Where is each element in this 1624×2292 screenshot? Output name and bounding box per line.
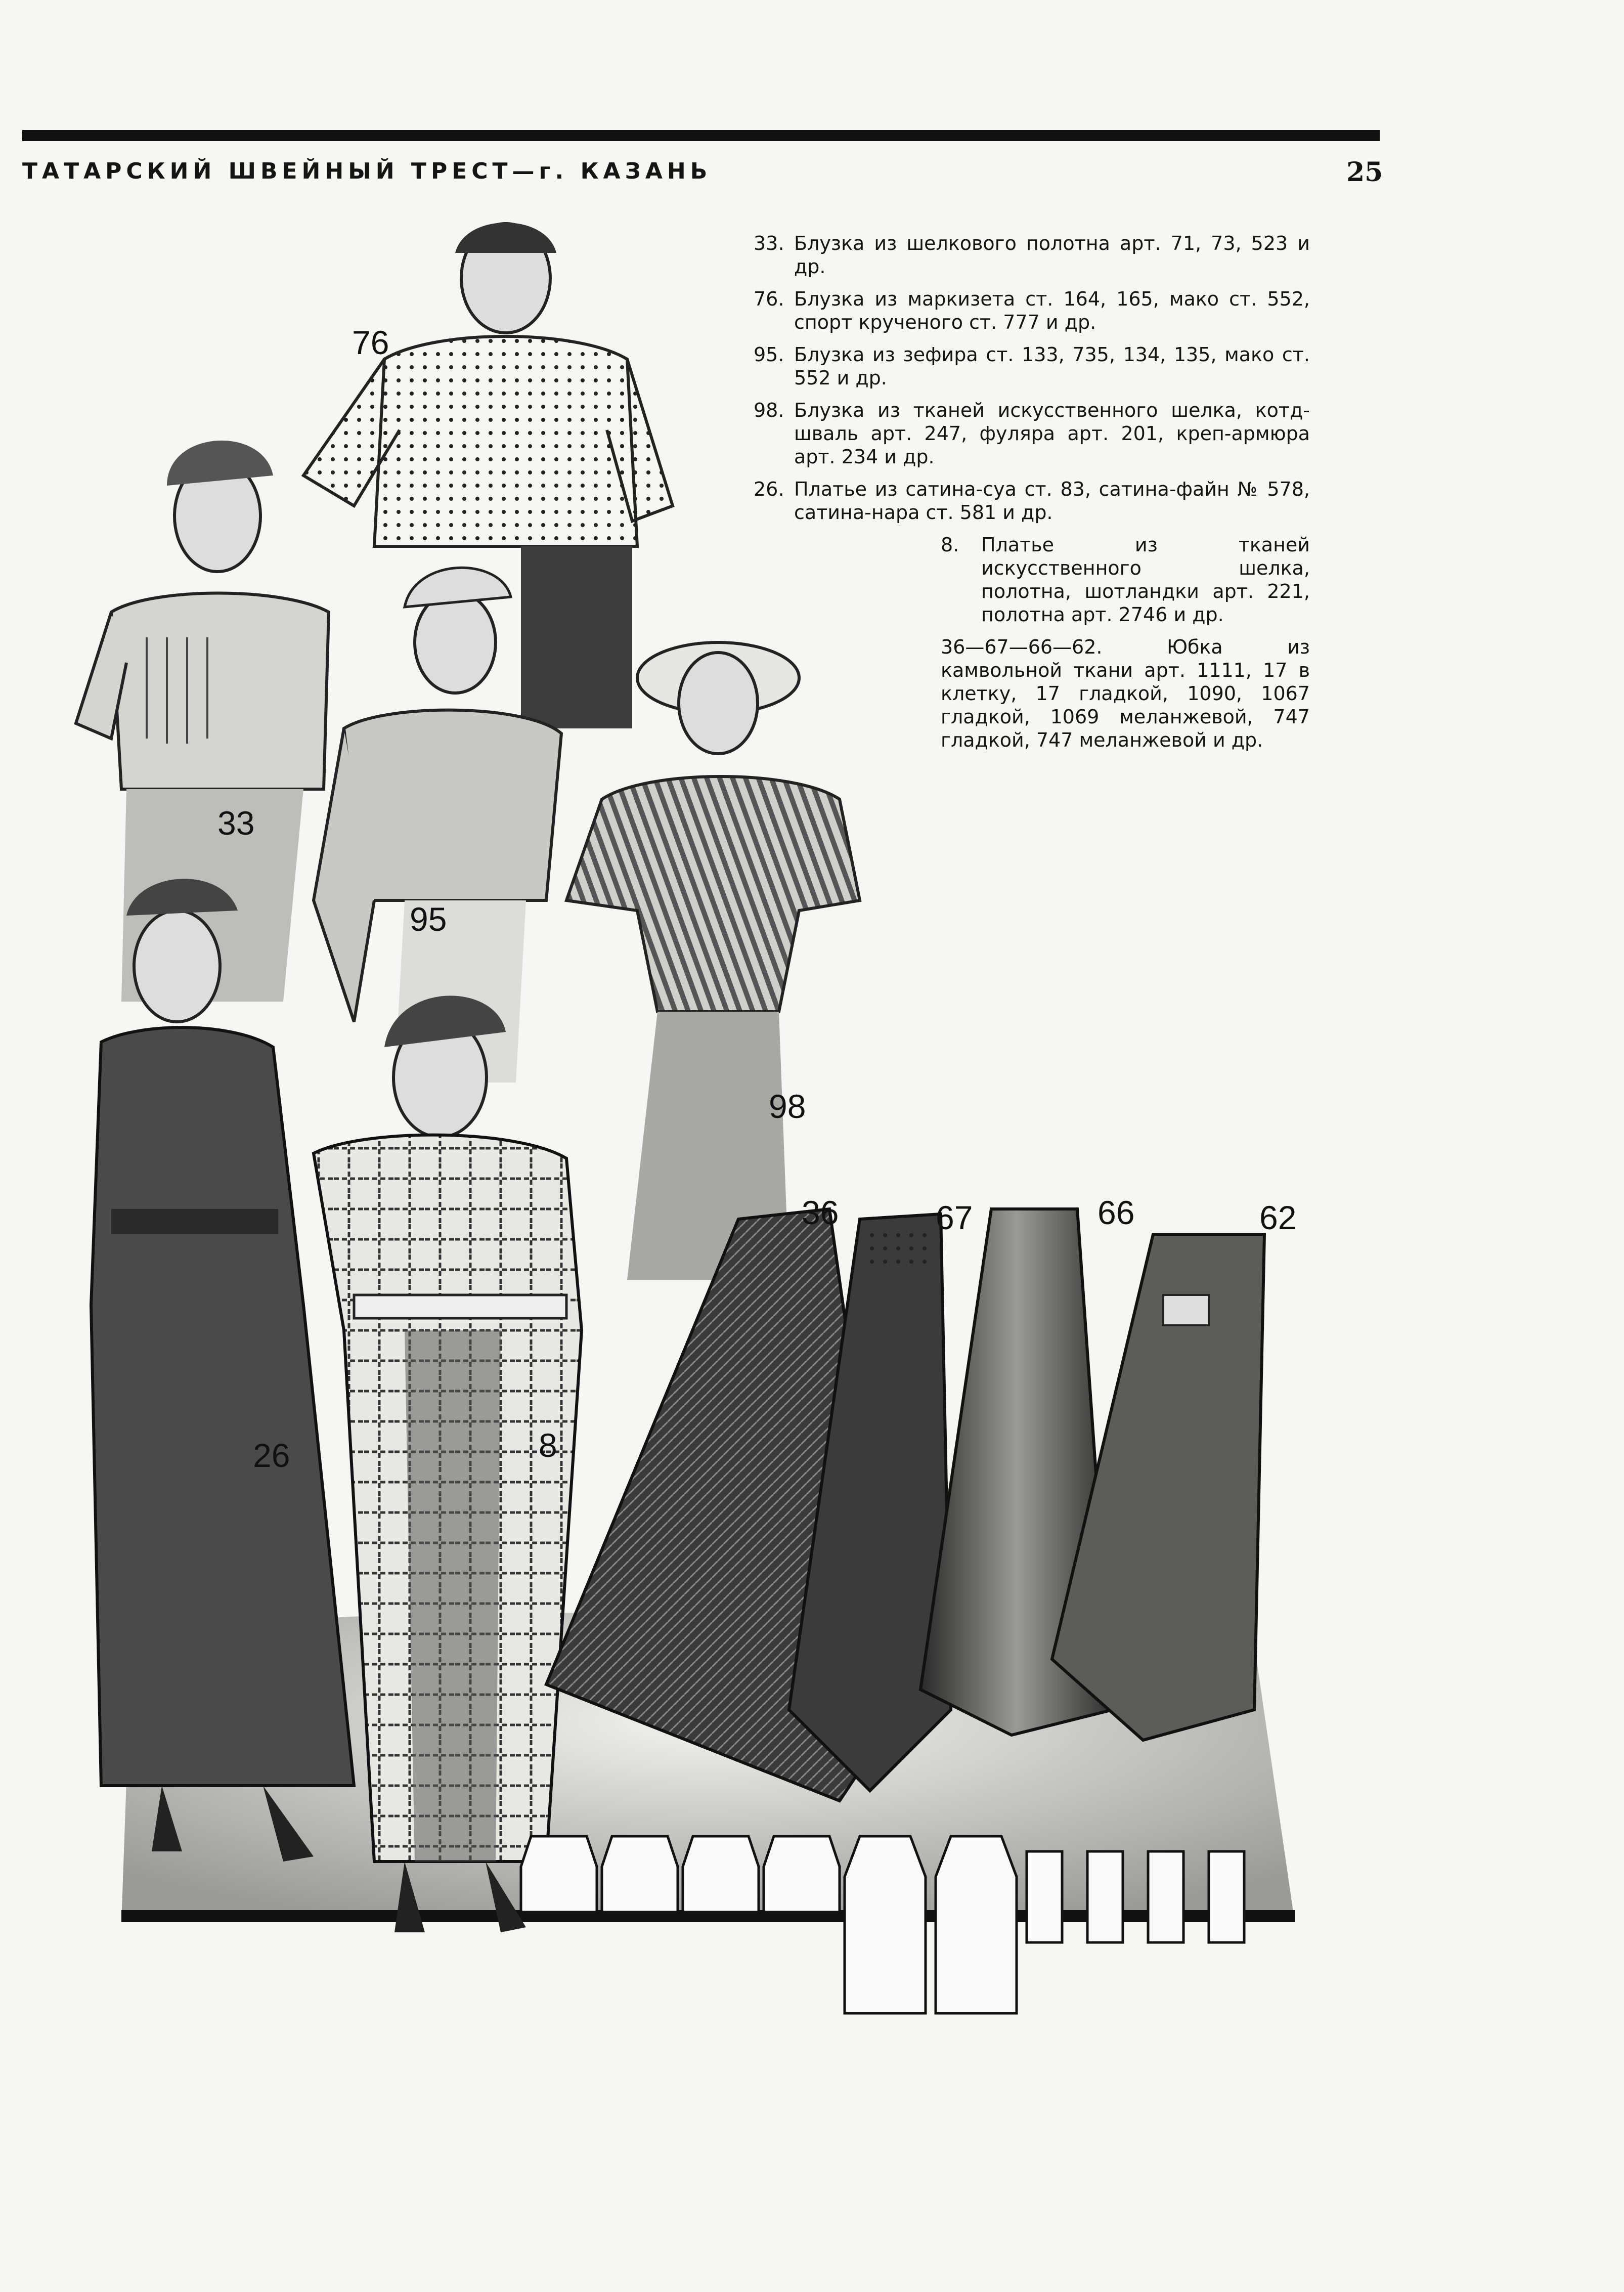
fashion-plate-illustration (0, 192, 1366, 2064)
caption-text: Блузка из шелкового полотна арт. 71, 73, 523 и др. (794, 232, 1310, 278)
caption-number: 95. (754, 343, 784, 366)
caption-number: 98. (754, 399, 784, 421)
caption-text: Юбка из камвольной ткани арт. 1111, 17 в клетку, 17 гладкой, 1090, 1067 гладкой, 1069 меланжевой, 747 гладкой, 747 меланжевой и др. (941, 636, 1310, 751)
header-rule (22, 130, 1380, 141)
caption-text: Блузка из тканей искусственного шелка, котд-шваль арт. 247, фуляра арт. 201, креп-армюра арт. 234 и др. (794, 399, 1310, 468)
caption-number: 26. (754, 478, 784, 500)
caption-text: Блузка из маркизета ст. 164, 165, мако ст. 552, спорт крученого ст. 777 и др. (794, 288, 1310, 333)
figure-label-26: 26 (253, 1437, 290, 1474)
figure-26 (91, 879, 354, 1862)
caption-text: Платье из тканей искусственного шелка, полотна, шотландки арт. 221, полотна арт. 2746 и др. (981, 534, 1310, 626)
caption-number: 8. (941, 534, 959, 556)
figure-label-8: 8 (539, 1426, 557, 1464)
figure-label-95: 95 (410, 900, 447, 938)
caption-number: 36—67—66—62. (941, 636, 1103, 658)
caption-number: 33. (754, 232, 784, 254)
figure-label-76: 76 (352, 324, 389, 361)
caption-number: 76. (754, 288, 784, 310)
caption-text: Платье из сатина-суа ст. 83, сатина-файн № 578, сатина-нара ст. 581 и др. (794, 478, 1310, 524)
running-title: ТАТАРСКИЙ ШВЕЙНЫЙ ТРЕСТ—г. КАЗАНЬ (22, 158, 712, 184)
caption-text: Блузка из зефира ст. 133, 735, 134, 135, мако ст. 552 и др. (794, 343, 1310, 389)
figure-label-33: 33 (217, 804, 255, 842)
page-number: 25 (1346, 157, 1383, 188)
figure-label-98: 98 (769, 1088, 806, 1125)
figure-label-67: 67 (936, 1199, 973, 1236)
figure-98 (566, 642, 860, 1280)
figure-33 (76, 441, 329, 1002)
figure-label-66: 66 (1098, 1194, 1135, 1231)
figure-label-36: 36 (802, 1194, 839, 1231)
figure-label-62: 62 (1259, 1199, 1297, 1236)
